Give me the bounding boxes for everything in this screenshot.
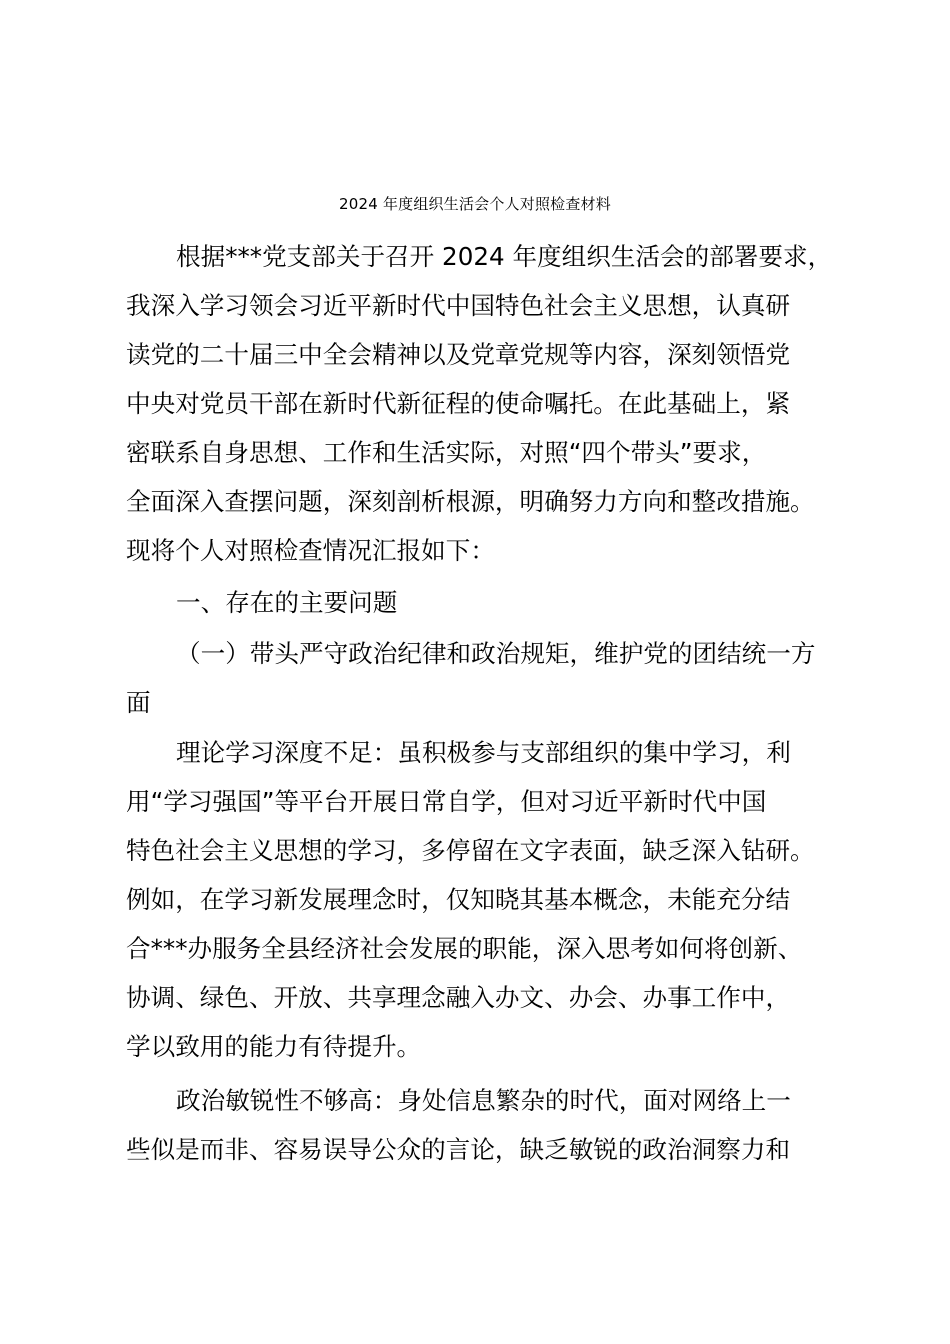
section-heading: 一、存在的主要问题 [176, 588, 398, 617]
paragraph-line: 理论学习深度不足：虽积极参与支部组织的集中学习，利 [176, 738, 791, 767]
paragraph-line: 学以致用的能力有待提升。 [126, 1032, 422, 1061]
paragraph-line: 特色社会主义思想的学习，多停留在文字表面，缺乏深入钻研。 [126, 836, 815, 865]
paragraph-line: 全面深入查摆问题，深刻剖析根源，明确努力方向和整改措施。 [126, 487, 815, 516]
paragraph-line: 政治敏锐性不够高：身处信息繁杂的时代，面对网络上一 [176, 1086, 791, 1115]
paragraph-line: 合***办服务全县经济社会发展的职能，深入思考如何将创新、 [126, 934, 803, 963]
paragraph-line: 我深入学习领会习近平新时代中国特色社会主义思想，认真研 [126, 291, 791, 320]
paragraph-line: 读党的二十届三中全会精神以及党章党规等内容，深刻领悟党 [126, 340, 791, 369]
subsection-heading-continuation: 面 [126, 688, 151, 717]
paragraph-line: 协调、绿色、开放、共享理念融入办文、办会、办事工作中， [126, 983, 791, 1012]
subsection-heading: （一）带头严守政治纪律和政治规矩，维护党的团结统一方 [176, 639, 816, 668]
paragraph-line: 现将个人对照检查情况汇报如下： [126, 536, 495, 565]
paragraph-line: 例如，在学习新发展理念时，仅知晓其基本概念，未能充分结 [126, 885, 791, 914]
paragraph-line: 中央对党员干部在新时代新征程的使命嘱托。在此基础上，紧 [126, 389, 791, 418]
document-title: 2024 年度组织生活会个人对照检查材料 [339, 195, 611, 213]
paragraph-line: 些似是而非、容易误导公众的言论，缺乏敏锐的政治洞察力和 [126, 1135, 791, 1164]
paragraph-line: 用“学习强国”等平台开展日常自学，但对习近平新时代中国 [126, 787, 767, 816]
paragraph-line: 根据***党支部关于召开 2024 年度组织生活会的部署要求， [176, 242, 833, 271]
paragraph-line: 密联系自身思想、工作和生活实际，对照“四个带头”要求， [126, 438, 767, 467]
